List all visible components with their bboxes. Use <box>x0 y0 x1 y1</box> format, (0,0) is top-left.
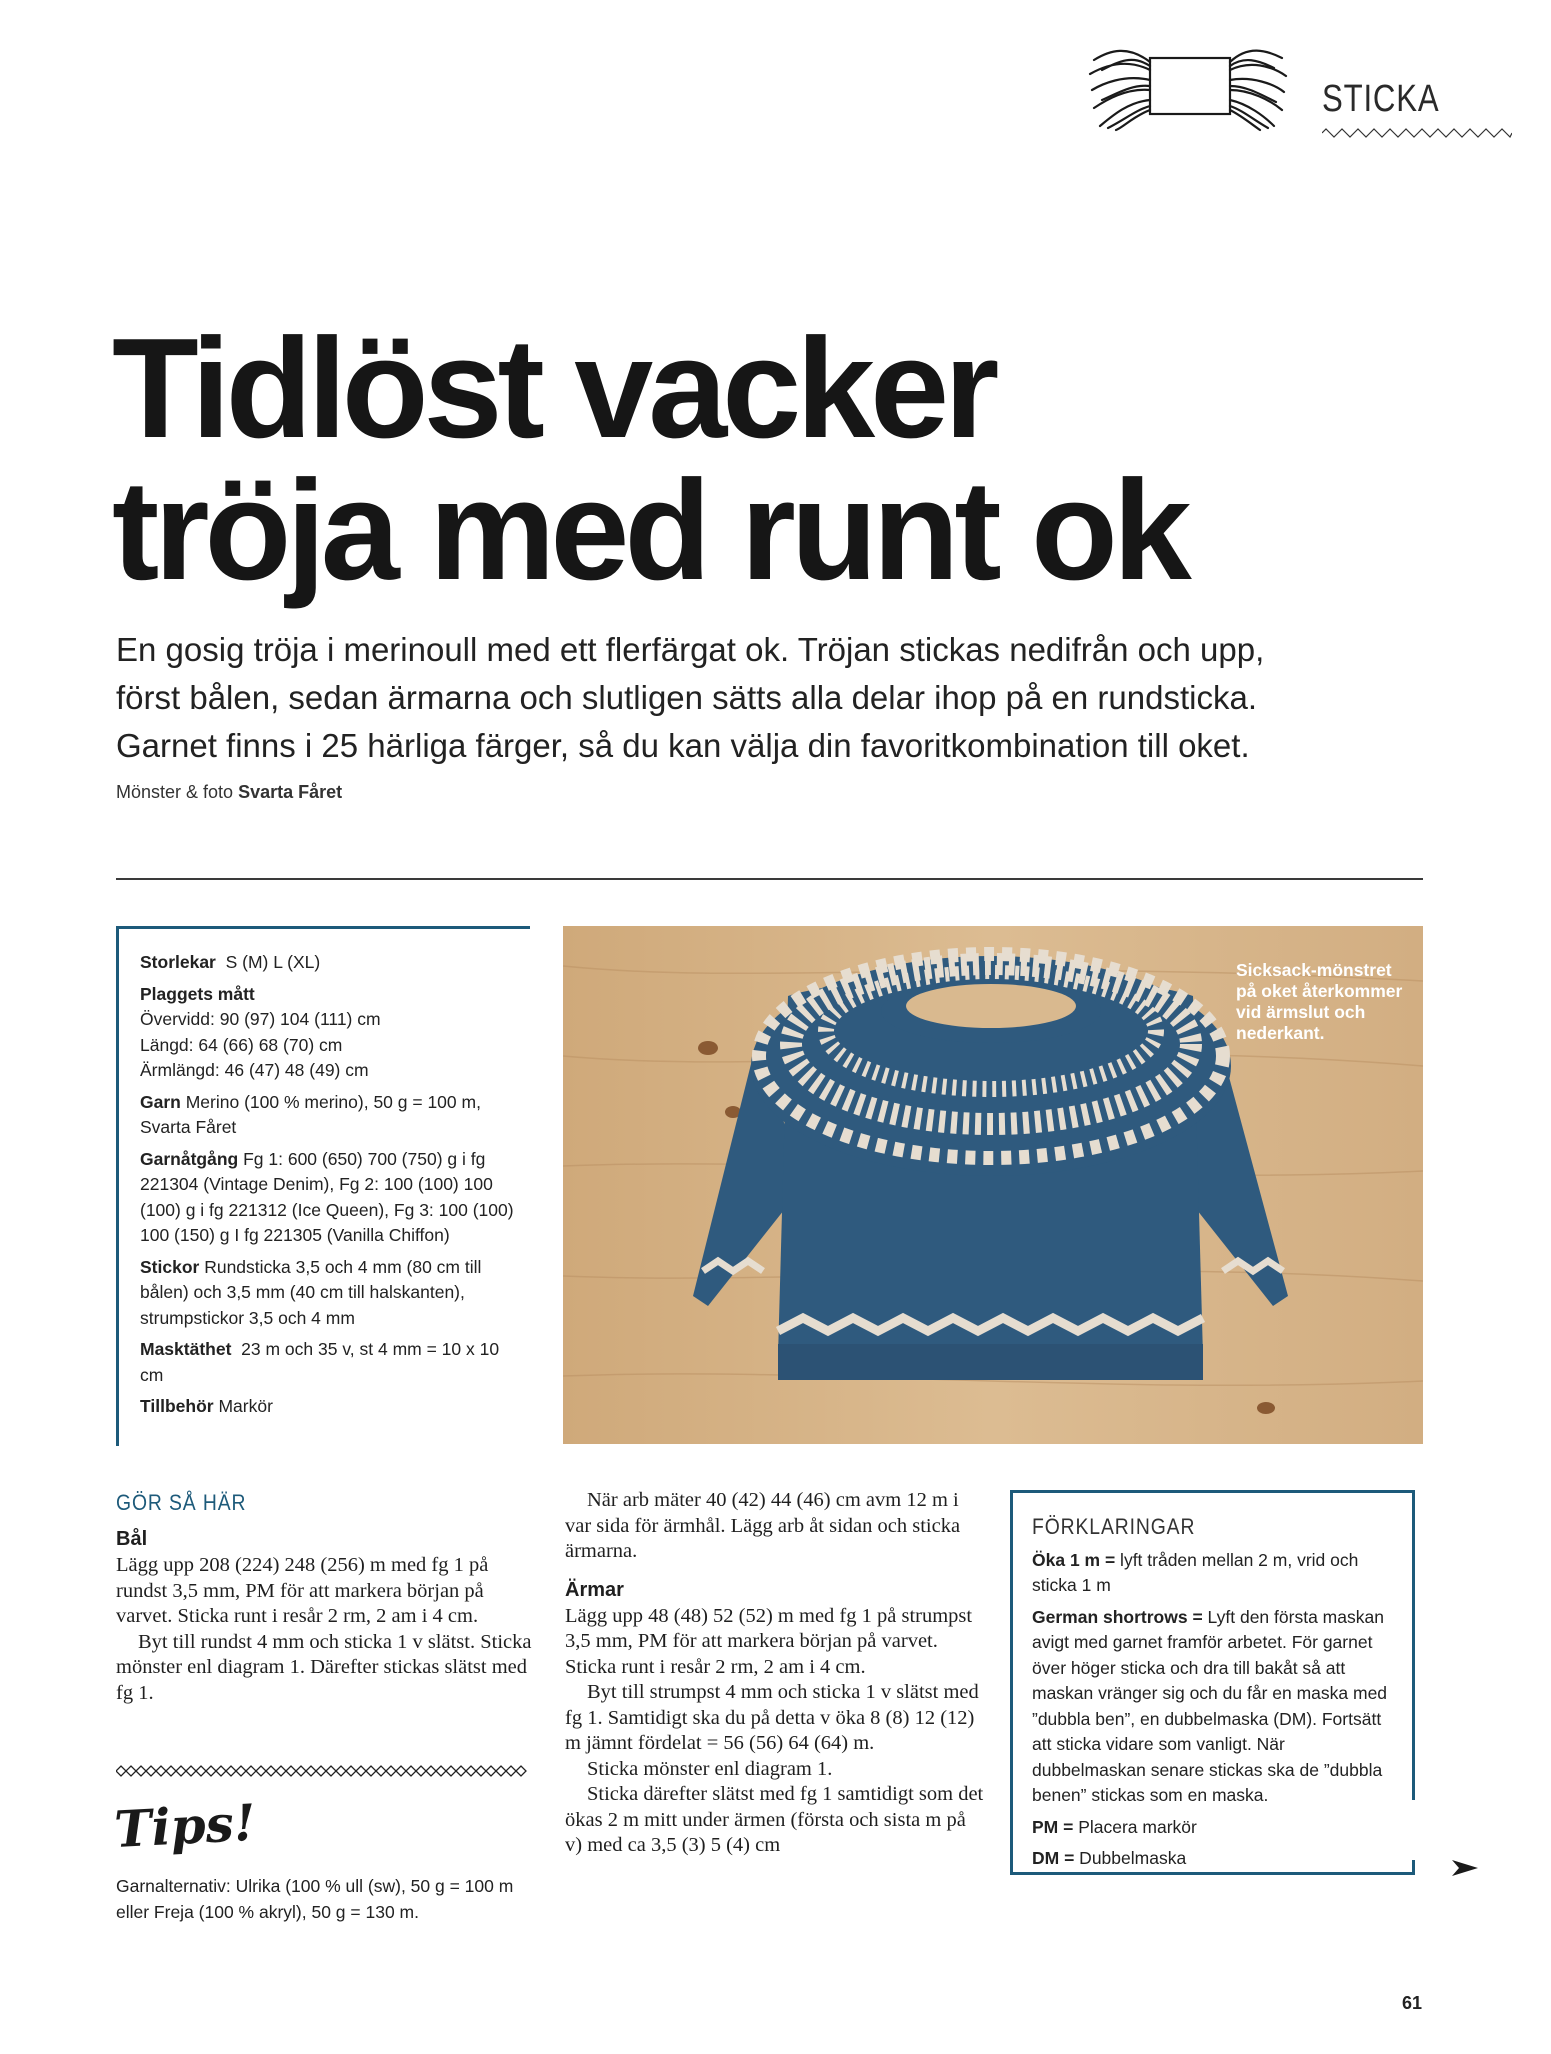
instructions-column-1 <box>116 1490 536 1706</box>
sleeve-paragraph-3: Sticka mönster enl diagram 1. <box>587 1757 833 1780</box>
sleeve-paragraph-1: Lägg upp 48 (48) 52 (52) m med fg 1 på strumpst 3,5 mm, PM för att markera början på varvet. Sticka runt i resår 2 rm, 2 am i 4 cm. <box>565 1604 973 1678</box>
body-heading: Bål <box>116 1528 148 1550</box>
explanations-box <box>1032 1514 1402 1878</box>
explanation-item: Öka 1 m = lyft tråden mellan 2 m, vrid och sticka 1 m <box>1032 1549 1359 1595</box>
diamond-divider <box>116 1764 530 1778</box>
fact-measurements: Plaggets mått Övervidd: 90 (97) 104 (111) cm Längd: 64 (66) 68 (70) cm Ärmlängd: 46 (47) 48 (49) cm <box>140 983 381 1080</box>
explanation-item: German shortrows = Lyft den första maskan avigt med garnet framför arbetet. För garnet över höger sticka och dra till bakåt så att maskan vränger sig och du får en maska med ”dubbla ben”, en dubbelmaska (DM). Fortsätt att sticka vidare som vanligt. När dubbelmaskan senare stickas ska de ”dubbla benen” stickas som en maska. <box>1032 1606 1388 1805</box>
instructions-heading: GÖR SÅ HÄR <box>116 1490 247 1515</box>
facts-box <box>140 950 520 1426</box>
fact-gauge: Masktäthet 23 m och 35 v, st 4 mm = 10 x 10 cm <box>140 1339 500 1385</box>
sleeve-paragraph-4: Sticka därefter slätst med fg 1 samtidigt som det ökas 2 m mitt under ärmen (första och sista m på v) med ca 3,5 (3) 5 (4) cm <box>565 1783 984 1856</box>
explanation-item: DM = Dubbelmaska <box>1032 1848 1187 1868</box>
section-zigzag-divider <box>1322 128 1512 138</box>
section-divider <box>116 878 1423 880</box>
title-line-1: Tidlöst vacker <box>112 309 995 468</box>
explanations-title: FÖRKLARINGAR <box>1032 1514 1196 1539</box>
body-paragraph-1: Lägg upp 208 (224) 248 (256) m med fg 1 på rundst 3,5 mm, PM för att markera början på varvet. Sticka runt i resår 2 rm, 2 am i 4 cm. <box>116 1554 489 1627</box>
title-line-2: tröja med runt ok <box>112 451 1187 610</box>
article-title <box>112 309 1412 610</box>
instructions-column-2 <box>565 1488 985 1859</box>
credit-name: Svarta Fåret <box>238 782 343 802</box>
tips-title: Tips! <box>112 1792 258 1859</box>
explanations-box-notch <box>1402 1800 1422 1860</box>
credit-line <box>116 782 342 803</box>
fact-yarn-usage: Garnåtgång Fg 1: 600 (650) 700 (750) g i fg 221304 (Vintage Denim), Fg 2: 100 (100) 100 (100) g i fg 221312 (Ice Queen), Fg 3: 100 (100) 100 (150) g I fg 221305 (Vanilla Chiffon) <box>140 1148 514 1245</box>
lead-line-1: En gosig tröja i merinoull med ett flerfärgat ok. Tröjan stickas nedifrån och upp, <box>116 631 1265 668</box>
yarn-skein-icon <box>1088 40 1288 132</box>
body-paragraph-2: Byt till rundst 4 mm och sticka 1 v slätst. Sticka mönster enl diagram 1. Därefter stickas slätst med fg 1. <box>116 1630 532 1704</box>
section-label: STICKA <box>1322 78 1440 120</box>
fact-size: Storlekar S (M) L (XL) <box>140 952 321 972</box>
explanation-item: PM = Placera markör <box>1032 1816 1197 1837</box>
lead-line-3: Garnet finns i 25 härliga färger, så du kan välja din favoritkombination till oket. <box>116 727 1250 764</box>
lead-paragraph <box>116 626 1416 770</box>
continue-arrow-icon <box>1452 1858 1478 1878</box>
tips-text: Garnalternativ: Ulrika (100 % ull (sw), 50 g = 100 m eller Freja (100 % akryl), 50 g = 130 m. <box>116 1876 514 1922</box>
fact-accessories: Tillbehör Markör <box>140 1396 273 1416</box>
credit-prefix: Mönster & foto <box>116 782 239 802</box>
page-number: 61 <box>1402 1993 1423 2013</box>
lead-line-2: först bålen, sedan ärmarna och slutligen sätts alla delar ihop på en rundsticka. <box>116 679 1257 716</box>
sleeve-paragraph-2: Byt till strumpst 4 mm och sticka 1 v slätst med fg 1. Samtidigt ska du på detta v öka 8 (8) 12 (12) m jämnt fördelat = 56 (56) 64 (64) m. <box>565 1681 979 1754</box>
sleeve-heading: Ärmar <box>565 1578 624 1601</box>
armhole-paragraph: När arb mäter 40 (42) 44 (46) cm avm 12 m i var sida för ärmhål. Lägg arb åt sidan och sticka ärmarna. <box>565 1489 961 1562</box>
photo-caption: Sicksack-mönstret på oket återkommer vid ärmslut och nederkant. <box>1236 960 1403 1043</box>
fact-needles: Stickor Rundsticka 3,5 och 4 mm (80 cm till bålen) och 3,5 mm (40 cm till halskanten), strumpstickor 3,5 och 4 mm <box>140 1256 482 1328</box>
fact-yarn: Garn Merino (100 % merino), 50 g = 100 m, Svarta Fåret <box>140 1091 481 1137</box>
